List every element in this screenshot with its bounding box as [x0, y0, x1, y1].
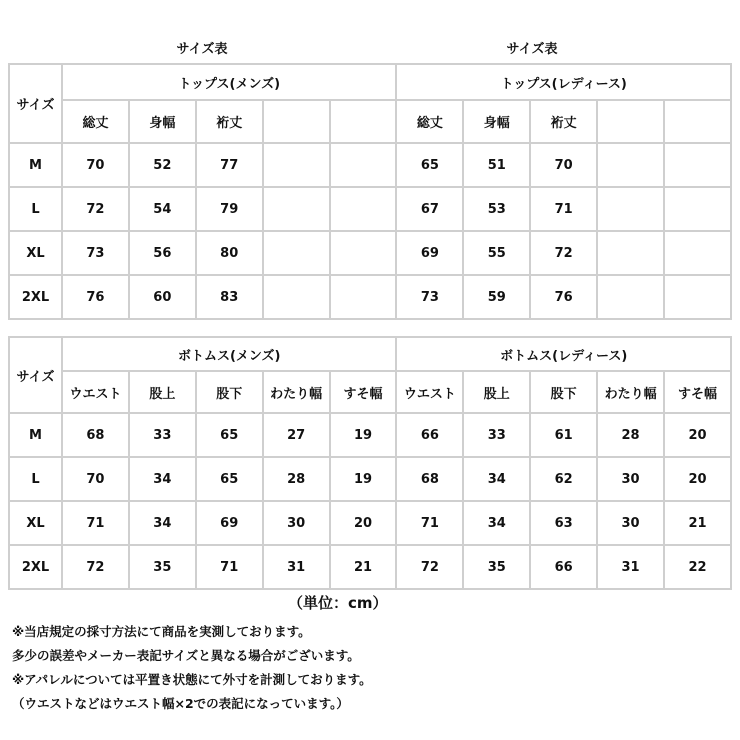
measurement-cell: 79	[196, 187, 263, 231]
column-header: 裄丈	[530, 100, 597, 143]
measurement-cell: 61	[530, 413, 597, 457]
measurement-cell: 66	[396, 413, 463, 457]
column-header: すそ幅	[330, 371, 397, 413]
measurement-cell: 54	[129, 187, 196, 231]
column-header: 総丈	[396, 100, 463, 143]
size-cell: XL	[9, 501, 62, 545]
measurement-cell	[263, 275, 330, 319]
measurement-cell: 72	[530, 231, 597, 275]
measurement-cell	[664, 275, 731, 319]
note-line-4: （ウエストなどはウエスト幅×2での表記になっています。）	[12, 696, 349, 711]
unit-label: （単位：cm）	[288, 594, 388, 612]
note-line-3: ※アパレルについては平置き状態にて外寸を計測しております。	[12, 672, 372, 687]
measurement-cell: 83	[196, 275, 263, 319]
measurement-cell: 19	[330, 413, 397, 457]
measurement-cell: 65	[196, 457, 263, 501]
measurement-cell	[330, 143, 397, 187]
measurement-cell: 33	[129, 413, 196, 457]
size-cell: M	[9, 413, 62, 457]
measurement-cell: 66	[530, 545, 597, 589]
measurement-cell: 62	[530, 457, 597, 501]
column-header	[263, 100, 330, 143]
measurement-cell	[597, 275, 664, 319]
measurement-cell: 35	[129, 545, 196, 589]
measurement-cell: 28	[597, 413, 664, 457]
measurement-cell: 69	[396, 231, 463, 275]
group-header-row	[9, 337, 731, 371]
measurement-cell: 68	[62, 413, 129, 457]
column-header	[664, 100, 731, 143]
measurement-cell: 73	[396, 275, 463, 319]
size-header: サイズ	[9, 64, 62, 143]
column-header-row	[9, 371, 731, 413]
measurement-cell: 63	[530, 501, 597, 545]
measurement-cell: 70	[62, 457, 129, 501]
measurement-cell: 33	[463, 413, 530, 457]
measurement-cell: 51	[463, 143, 530, 187]
column-header: ウエスト	[62, 371, 129, 413]
measurement-cell: 30	[597, 501, 664, 545]
column-header: 裄丈	[196, 100, 263, 143]
size-cell: L	[9, 457, 62, 501]
measurement-cell	[330, 187, 397, 231]
note-line-1: ※当店規定の採寸方法にて商品を実測しております。	[12, 624, 311, 639]
measurement-cell: 21	[664, 501, 731, 545]
table-row	[9, 275, 731, 319]
measurement-cell: 76	[62, 275, 129, 319]
measurement-cell: 71	[530, 187, 597, 231]
measurement-cell: 71	[62, 501, 129, 545]
measurement-cell: 52	[129, 143, 196, 187]
column-header: 股上	[129, 371, 196, 413]
measurement-cell: 59	[463, 275, 530, 319]
bottoms-size-table	[8, 336, 732, 590]
size-cell: XL	[9, 231, 62, 275]
measurement-cell: 30	[263, 501, 330, 545]
measurement-cell: 60	[129, 275, 196, 319]
measurement-cell: 27	[263, 413, 330, 457]
measurement-cell: 35	[463, 545, 530, 589]
measurement-cell: 67	[396, 187, 463, 231]
measurement-cell	[330, 275, 397, 319]
group-header: ボトムス(メンズ)	[62, 337, 396, 371]
table-row	[9, 143, 731, 187]
measurement-cell: 71	[396, 501, 463, 545]
measurement-cell	[263, 143, 330, 187]
measurement-cell: 69	[196, 501, 263, 545]
measurement-cell: 34	[129, 501, 196, 545]
column-header: 股上	[463, 371, 530, 413]
size-chart-title-right: サイズ表	[506, 42, 558, 57]
measurement-cell: 22	[664, 545, 731, 589]
size-chart-title-left: サイズ表	[176, 42, 228, 57]
measurement-cell	[597, 143, 664, 187]
note-line-2: 多少の誤差やメーカー表記サイズと異なる場合がございます。	[12, 648, 360, 663]
size-cell: L	[9, 187, 62, 231]
measurement-cell: 34	[463, 457, 530, 501]
measurement-cell: 55	[463, 231, 530, 275]
measurement-cell: 70	[530, 143, 597, 187]
measurement-cell: 20	[664, 413, 731, 457]
measurement-cell	[263, 231, 330, 275]
column-header: 総丈	[62, 100, 129, 143]
group-header-row	[9, 64, 731, 100]
column-header	[330, 100, 397, 143]
measurement-cell: 77	[196, 143, 263, 187]
column-header: すそ幅	[664, 371, 731, 413]
column-header: ウエスト	[396, 371, 463, 413]
measurement-cell: 65	[196, 413, 263, 457]
measurement-cell	[330, 231, 397, 275]
measurement-cell: 31	[597, 545, 664, 589]
measurement-cell: 56	[129, 231, 196, 275]
measurement-cell: 19	[330, 457, 397, 501]
measurement-cell	[664, 231, 731, 275]
measurement-cell	[664, 143, 731, 187]
column-header: わたり幅	[263, 371, 330, 413]
measurement-cell: 70	[62, 143, 129, 187]
measurement-cell: 21	[330, 545, 397, 589]
measurement-cell	[597, 231, 664, 275]
measurement-cell: 30	[597, 457, 664, 501]
table-row	[9, 501, 731, 545]
size-cell: M	[9, 143, 62, 187]
measurement-cell: 68	[396, 457, 463, 501]
measurement-cell	[597, 187, 664, 231]
column-header: わたり幅	[597, 371, 664, 413]
group-header: ボトムス(レディース)	[396, 337, 731, 371]
column-header	[597, 100, 664, 143]
measurement-cell	[263, 187, 330, 231]
column-header: 股下	[530, 371, 597, 413]
column-header-row	[9, 100, 731, 143]
measurement-cell: 71	[196, 545, 263, 589]
measurement-cell: 31	[263, 545, 330, 589]
measurement-cell: 20	[330, 501, 397, 545]
tops-size-table	[8, 63, 732, 320]
measurement-cell: 28	[263, 457, 330, 501]
table-row	[9, 545, 731, 589]
measurement-cell: 76	[530, 275, 597, 319]
measurement-cell: 80	[196, 231, 263, 275]
table-row	[9, 413, 731, 457]
measurement-cell: 72	[396, 545, 463, 589]
measurement-cell: 53	[463, 187, 530, 231]
group-header: トップス(メンズ)	[62, 64, 396, 100]
measurement-cell: 34	[463, 501, 530, 545]
size-cell: 2XL	[9, 545, 62, 589]
measurement-cell: 65	[396, 143, 463, 187]
size-header: サイズ	[9, 337, 62, 413]
measurement-cell: 72	[62, 187, 129, 231]
measurement-cell	[664, 187, 731, 231]
measurement-cell: 20	[664, 457, 731, 501]
column-header: 身幅	[129, 100, 196, 143]
measurement-cell: 34	[129, 457, 196, 501]
measurement-cell: 72	[62, 545, 129, 589]
column-header: 身幅	[463, 100, 530, 143]
size-cell: 2XL	[9, 275, 62, 319]
group-header: トップス(レディース)	[396, 64, 731, 100]
table-row	[9, 187, 731, 231]
table-row	[9, 457, 731, 501]
table-row	[9, 231, 731, 275]
column-header: 股下	[196, 371, 263, 413]
measurement-cell: 73	[62, 231, 129, 275]
